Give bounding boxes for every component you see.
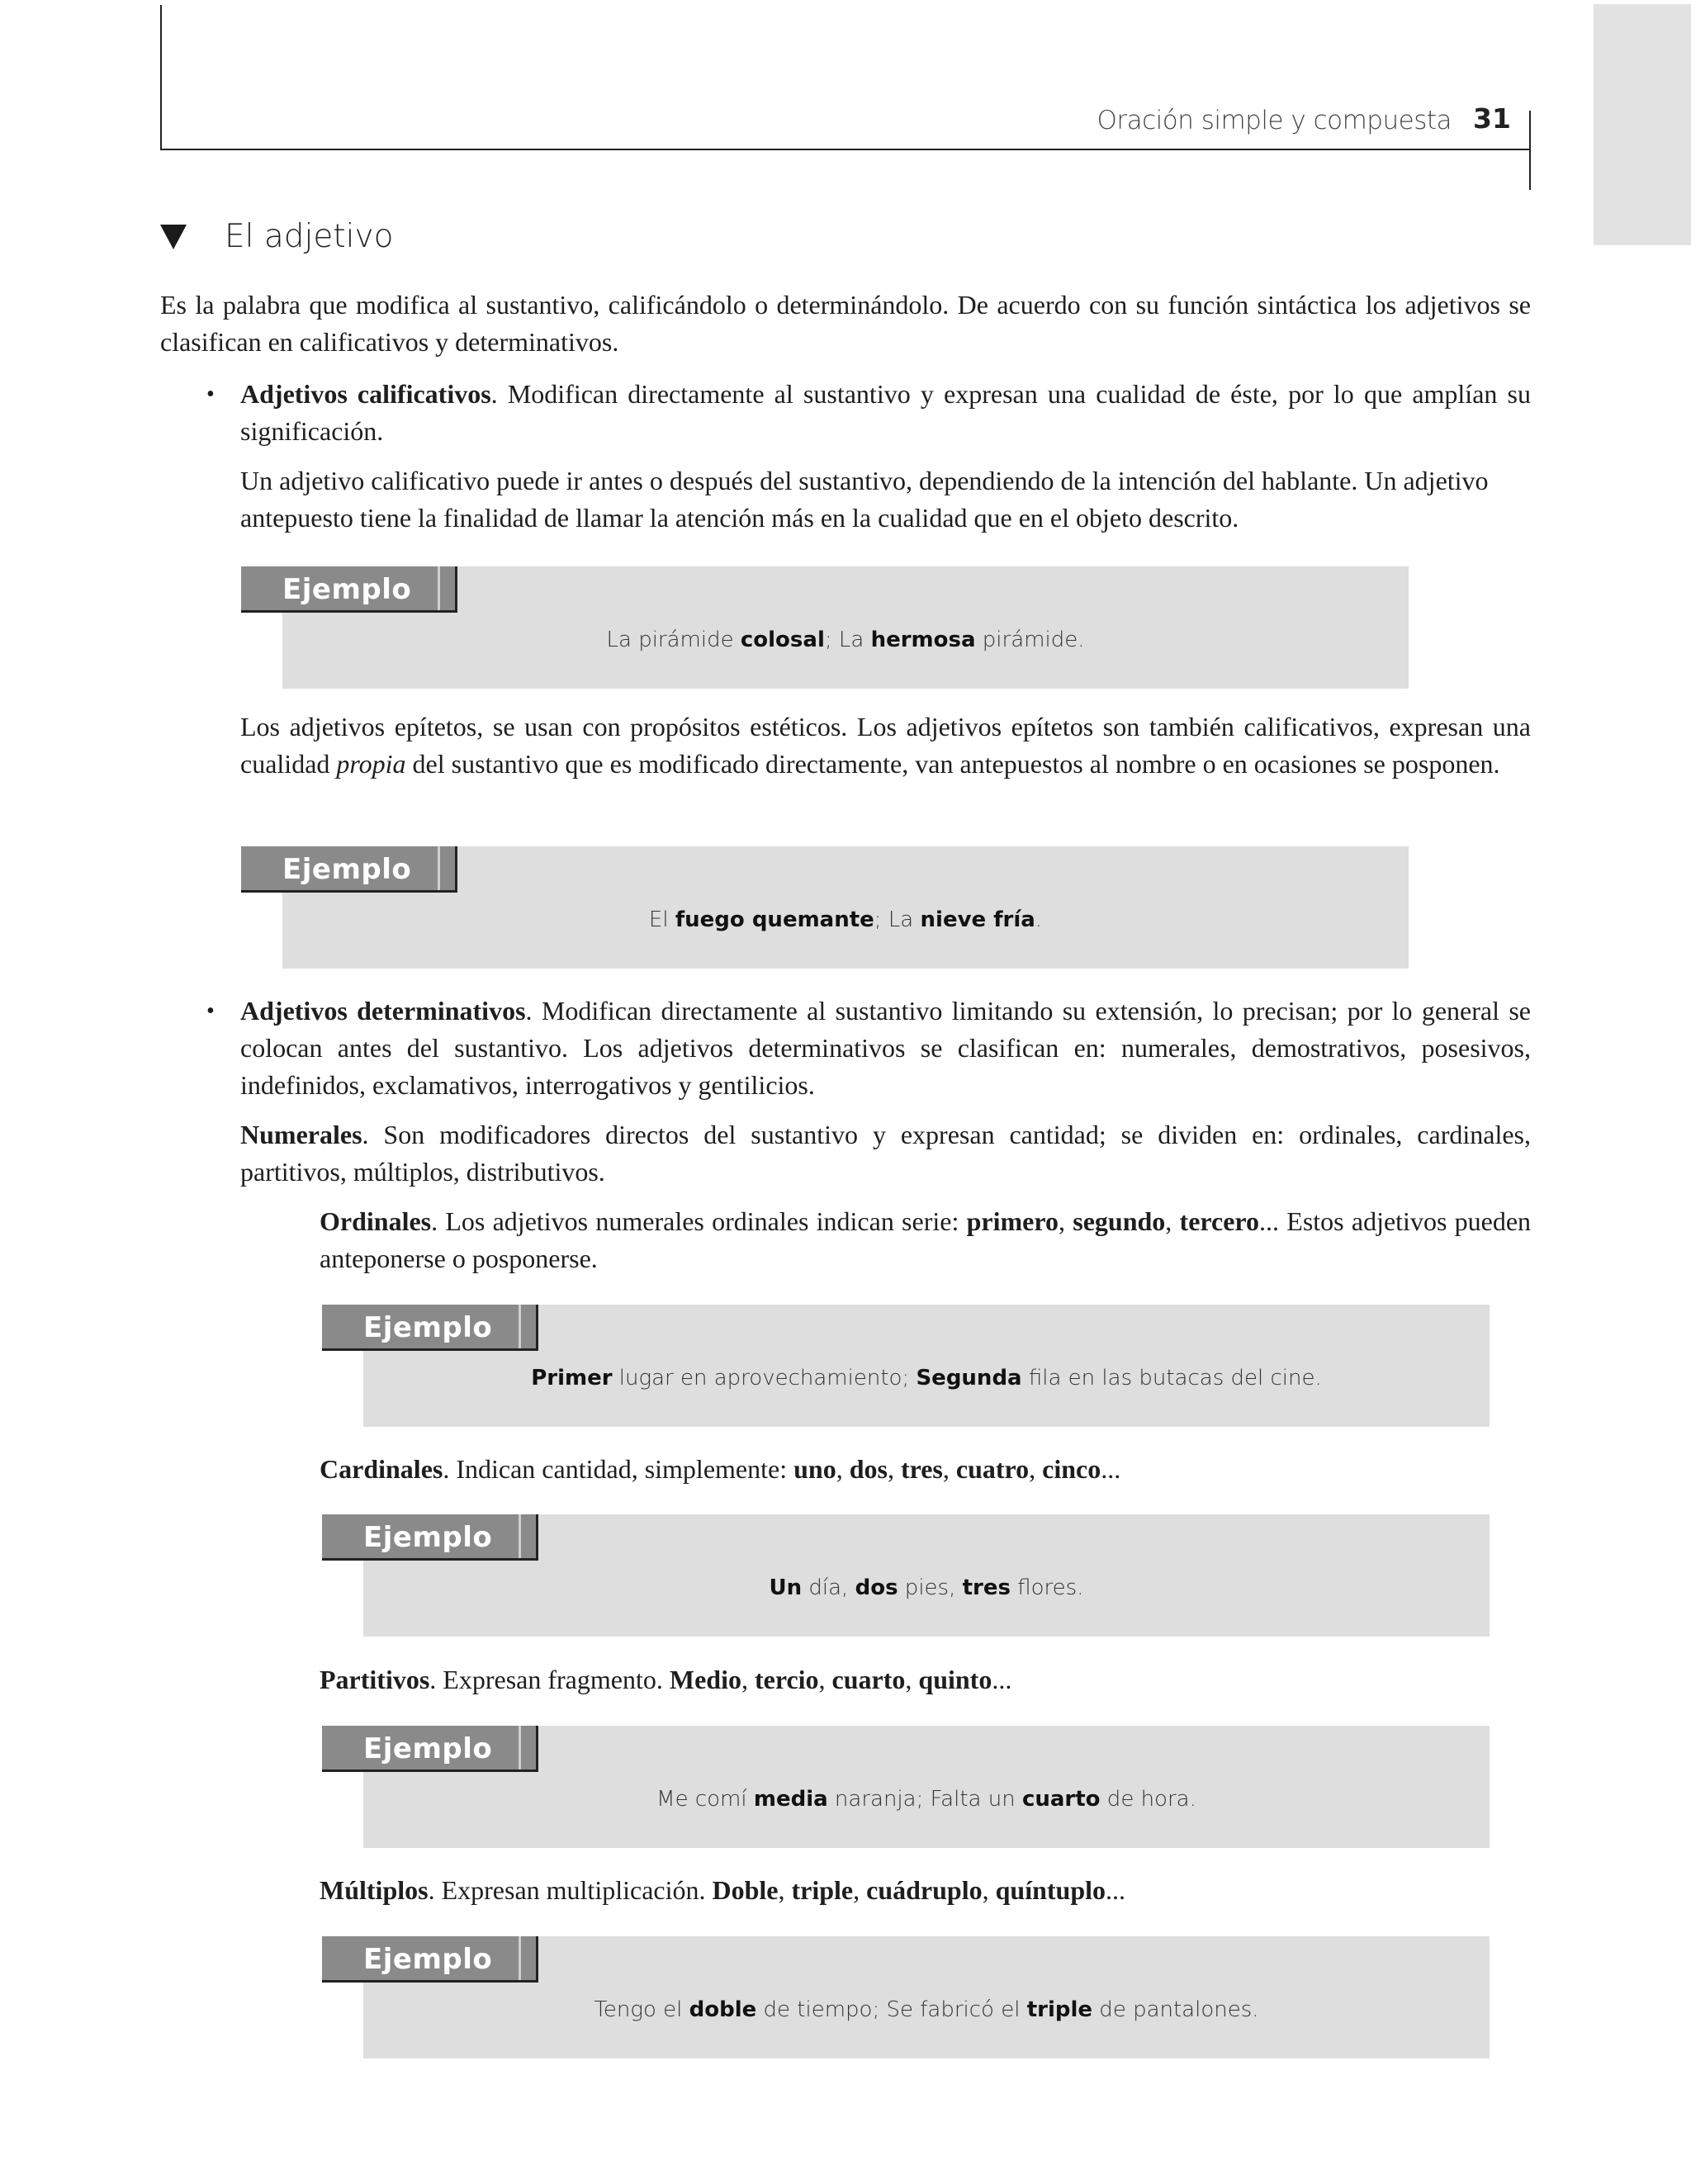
example-box: [363, 1514, 1490, 1637]
example-text: Primer lugar en aprovechamiento; Segunda fila en las butacas del cine.: [531, 1366, 1322, 1390]
example-label: Ejemplo: [322, 1936, 538, 1983]
triangle-bullet-icon: [160, 225, 187, 249]
cardinales-paragraph: Cardinales. Indican cantidad, simplemente: uno, dos, tres, cuatro, cinco...: [320, 1454, 1121, 1484]
page-number: 31: [1473, 102, 1511, 135]
example-label: Ejemplo: [241, 846, 457, 893]
example-box: [363, 1726, 1490, 1848]
multiplos-paragraph: Múltiplos. Expresan multiplicación. Doble, triple, cuádruplo, quíntuplo...: [320, 1875, 1126, 1905]
determinativos-paragraph: Adjetivos determinativos. Modifican directamente al sustantivo limitando su extensión, lo precisan; por lo general se colocan antes del sustantivo. Los adjetivos determinativos se clasifican en: numerales, demostrativos, posesivos, indefinidos, exclamativos, interrogativos y gentilicios.: [240, 996, 1532, 1100]
example-box: [363, 1936, 1490, 2058]
thumb-index-tab: [1594, 4, 1691, 245]
section-heading: [160, 218, 393, 255]
bullet-icon: •: [206, 998, 215, 1024]
calificativos-paragraph: Adjetivos calificativos. Modifican directamente al sustantivo y expresan una cualidad de éste, por lo que amplían su significación.: [240, 379, 1532, 446]
example-text: Un día, dos pies, tres flores.: [769, 1575, 1084, 1600]
example-label: Ejemplo: [322, 1305, 538, 1351]
example-text: Tengo el doble de tiempo; Se fabricó el triple de pantalones.: [594, 1997, 1259, 2022]
running-title: Oración simple y compuesta: [1097, 106, 1452, 135]
example-label: Ejemplo: [322, 1514, 538, 1561]
calificativos-paragraph-2: Un adjetivo calificativo puede ir antes o después del sustantivo, dependiendo de la intención del hablante. Un adjetivo antepuesto tiene la finalidad de llamar la atención más en la cualidad que en el objeto descrito.: [240, 466, 1489, 533]
example-label: Ejemplo: [322, 1726, 538, 1772]
example-box: [282, 566, 1409, 689]
example-box: [363, 1305, 1490, 1427]
example-text: Me comí media naranja; Falta un cuarto de hora.: [656, 1787, 1196, 1812]
example-box: [282, 846, 1409, 969]
example-text: El fuego quemante; La nieve fría.: [648, 907, 1043, 932]
example-label: Ejemplo: [241, 566, 457, 613]
ordinales-paragraph: Ordinales. Los adjetivos numerales ordinales indican serie: primero, segundo, tercero... Estos adjetivos pueden anteponerse o posponerse.: [320, 1206, 1532, 1273]
header-rule-left: [160, 5, 162, 150]
partitivos-paragraph: Partitivos. Expresan fragmento. Medio, tercio, cuarto, quinto...: [320, 1665, 1012, 1694]
intro-paragraph: Es la palabra que modifica al sustantivo, calificándolo o determinándolo. De acuerdo con su función sintáctica los adjetivos se clasifican en calificativos y determinativos.: [160, 290, 1531, 357]
header-rule: [160, 149, 1531, 150]
term: Adjetivos calificativos: [240, 379, 491, 409]
epitetos-paragraph: Los adjetivos epítetos, se usan con propósitos estéticos. Los adjetivos epítetos son también calificativos, expresan una cualidad propia del sustantivo que es modificado directamente, van antepuestos al nombre o en ocasiones se posponen.: [240, 712, 1531, 779]
bullet-icon: •: [206, 381, 215, 407]
header-rule-right: [1529, 111, 1531, 190]
section-title: El adjetivo: [225, 218, 394, 255]
example-text: La pirámide colosal; La hermosa pirámide.: [606, 628, 1085, 652]
numerales-paragraph: Numerales. Son modificadores directos del sustantivo y expresan cantidad; se dividen en: ordinales, cardinales, partitivos, múltiplos, distributivos.: [240, 1120, 1531, 1187]
